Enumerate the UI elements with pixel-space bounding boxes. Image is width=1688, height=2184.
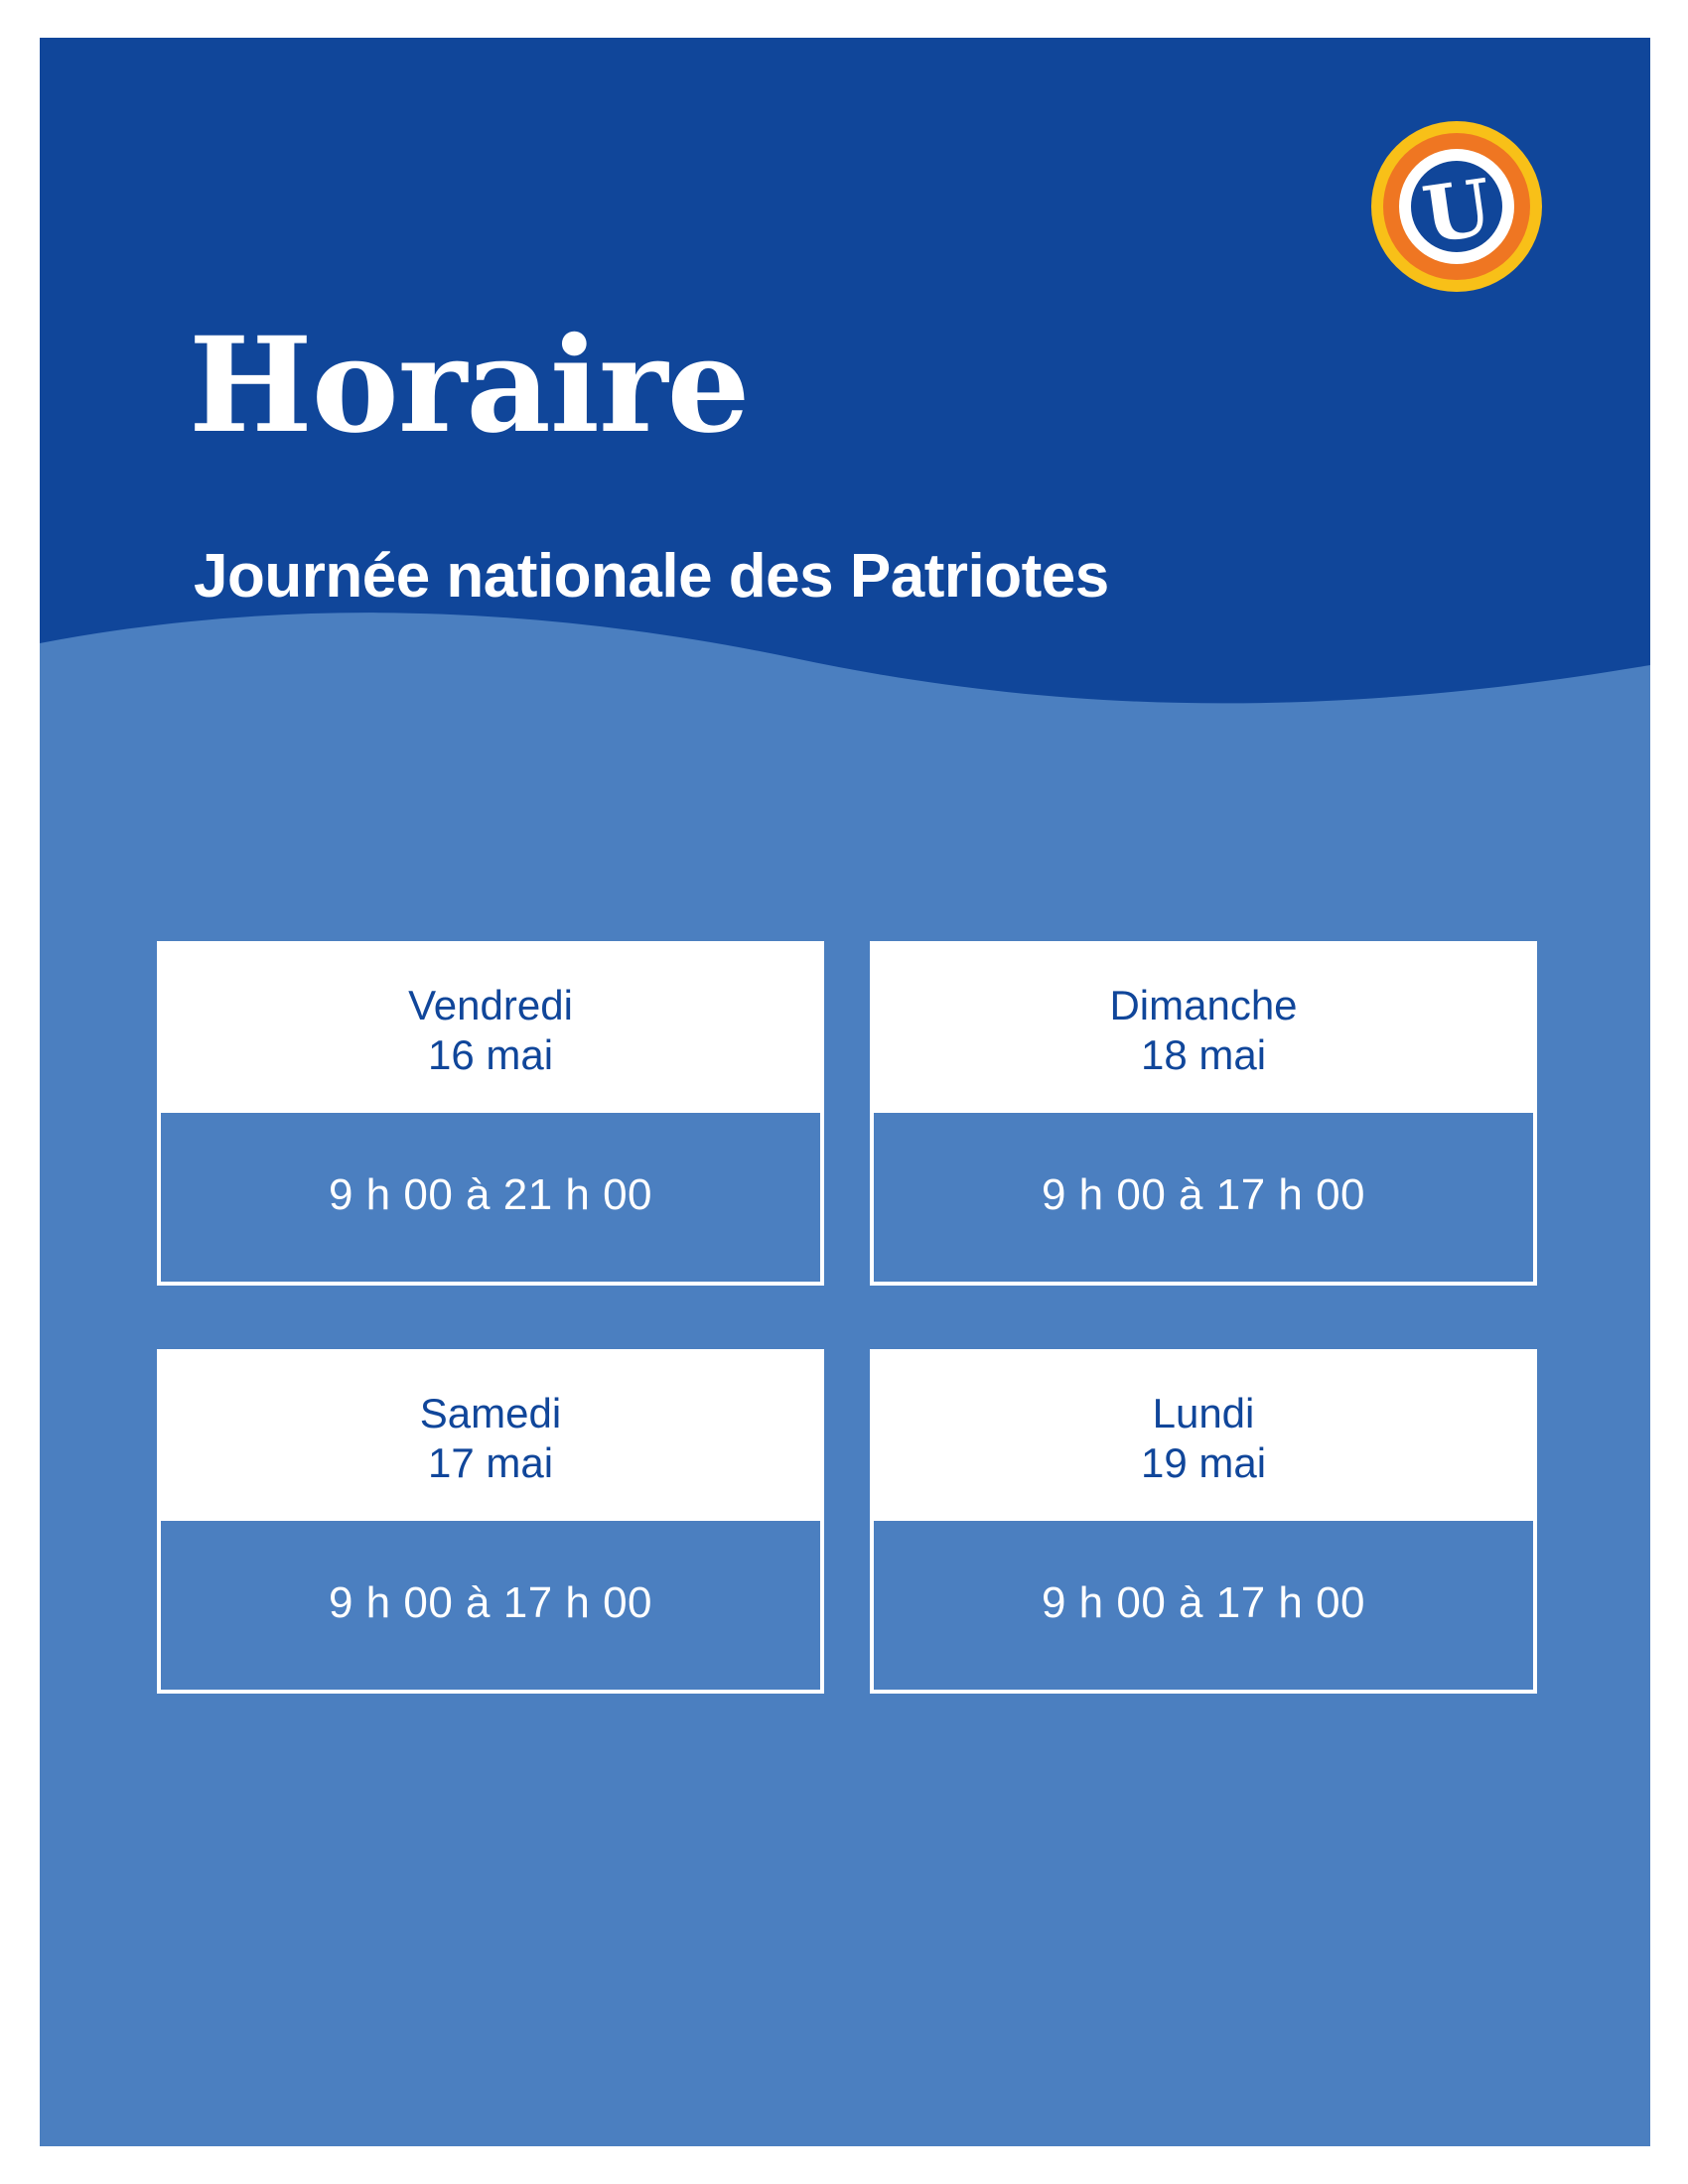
day-hours: 9 h 00 à 17 h 00 [874,1109,1533,1282]
page-title: Horaire [189,309,750,463]
day-hours: 9 h 00 à 17 h 00 [874,1517,1533,1690]
day-date: 16 mai [427,1030,554,1078]
day-name: Vendredi [408,982,573,1028]
page-subtitle: Journée nationale des Patriotes [194,542,1109,611]
day-name: Lundi [1152,1390,1255,1437]
day-card-header [874,945,1533,1109]
day-date: 17 mai [427,1438,554,1486]
wave-divider [40,604,1650,733]
day-hours: 9 h 00 à 21 h 00 [161,1109,820,1282]
day-name: Samedi [419,1390,562,1437]
schedule-grid [157,941,1537,1694]
day-card [157,941,824,1286]
logo-letter: U [1417,162,1497,262]
uniprix-logo-icon [1367,117,1546,296]
day-card [870,941,1537,1286]
day-card-header [161,1353,820,1517]
day-card [870,1349,1537,1694]
poster [40,38,1650,2146]
day-card-header [161,945,820,1109]
day-hours: 9 h 00 à 17 h 00 [161,1517,820,1690]
day-name: Dimanche [1109,982,1298,1028]
day-date: 19 mai [1140,1438,1267,1486]
day-card-header [874,1353,1533,1517]
poster-header [40,38,1650,733]
day-card [157,1349,824,1694]
day-date: 18 mai [1140,1030,1267,1078]
